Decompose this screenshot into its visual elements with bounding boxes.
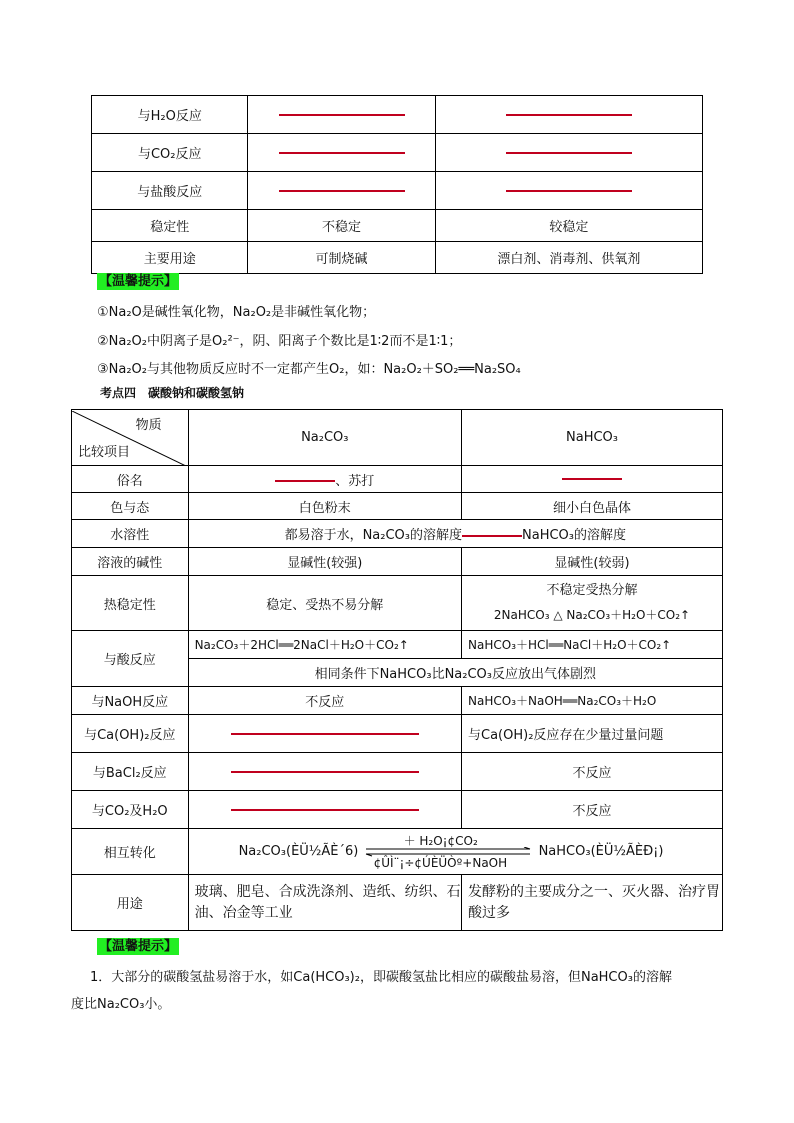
cell-nahco3: 不反应 <box>462 791 723 829</box>
header-substance: 物质 <box>135 417 162 433</box>
table-row <box>92 210 703 242</box>
table-row <box>72 687 723 715</box>
header-na2co3: Na₂CO₃ <box>188 410 461 466</box>
cell-nahco3: NaHCO₃＋NaOH══Na₂CO₃＋H₂O <box>462 687 723 715</box>
conversion-reverse-condition: ¢ÛÌ¨¡÷¢ÚÈÜÒº+NaOH <box>373 855 508 870</box>
row-label: 主要用途 <box>92 242 248 274</box>
common-name-suffix: 、苏打 <box>335 473 375 489</box>
row-label: 溶液的碱性 <box>72 548 189 576</box>
cell-nahco3: 不反应 <box>462 753 723 791</box>
row-label: 与酸反应 <box>72 631 189 687</box>
answer-blank[interactable] <box>506 152 632 154</box>
tip-title: 【温馨提示】 <box>99 939 178 954</box>
tip-title: 【温馨提示】 <box>99 274 178 289</box>
table-row <box>72 576 723 631</box>
cell-na2co3: 玻璃、肥皂、合成洗涤剂、造纸、纺织、石油、冶金等工业 <box>188 875 461 931</box>
cell-na2co3: 稳定、受热不易分解 <box>188 576 461 631</box>
table-row <box>92 134 703 172</box>
table-row <box>72 466 723 493</box>
carbonate-comparison-table <box>71 409 723 931</box>
solubility-text-post: NaHCO₃的溶解度 <box>522 528 626 543</box>
cell-na2o: 不稳定 <box>248 210 435 242</box>
row-label: 热稳定性 <box>72 576 189 631</box>
table-row <box>72 715 723 753</box>
answer-blank[interactable] <box>231 733 419 735</box>
table-header-row <box>72 410 723 466</box>
cell-na2o: 可制烧碱 <box>248 242 435 274</box>
conversion-forward-condition: ＋ H₂O¡¢CO₂ <box>403 833 478 848</box>
table-row <box>72 875 723 931</box>
row-label: 与Ca(OH)₂反应 <box>72 715 189 753</box>
row-label: 与H₂O反应 <box>92 96 248 134</box>
row-label: 用途 <box>72 875 189 931</box>
section-title: 考点四 碳酸钠和碳酸氢钠 <box>100 386 245 400</box>
header-compare-item: 比较项目 <box>78 444 131 460</box>
row-label: 稳定性 <box>92 210 248 242</box>
answer-blank[interactable] <box>506 114 632 116</box>
cell-nahco3: 显碱性(较弱) <box>462 548 723 576</box>
conversion-left: Na₂CO₃(ÈÜ½ÃÈ´6) <box>238 843 359 859</box>
tip-line: 1．大部分的碳酸氢盐易溶于水，如Ca(HCO₃)₂，即碳酸氢盐比相应的碳酸盐易溶，但NaHCO₃的溶解 <box>90 970 672 985</box>
answer-blank[interactable] <box>275 480 335 482</box>
answer-blank[interactable] <box>462 535 522 537</box>
tip-line: ②Na₂O₂中阴离子是O₂²⁻，阴、阳离子个数比是1∶2而不是1∶1； <box>97 334 462 349</box>
table-row <box>72 548 723 576</box>
row-label: 与盐酸反应 <box>92 172 248 210</box>
conversion-right: NaHCO₃(ÈÜ½ÃÈÐ¡) <box>538 843 664 859</box>
cell-nahco3: 与Ca(OH)₂反应存在少量过量问题 <box>462 715 723 753</box>
row-label: 色与态 <box>72 493 189 520</box>
table-row <box>72 753 723 791</box>
row-label: 水溶性 <box>72 520 189 548</box>
cell-na2co3: 白色粉末 <box>188 493 461 520</box>
answer-blank[interactable] <box>231 809 419 811</box>
table-row <box>72 829 723 875</box>
tip-line: ③Na₂O₂与其他物质反应时不一定都产生O₂，如：Na₂O₂＋SO₂══Na₂SO₄ <box>97 362 521 377</box>
table-row <box>92 242 703 274</box>
cell-nahco3: 细小白色晶体 <box>462 493 723 520</box>
cell-na2co3: 不反应 <box>188 687 461 715</box>
table-row <box>72 631 723 659</box>
interconversion-diagram <box>189 830 722 874</box>
row-label: 相互转化 <box>72 829 189 875</box>
table-row <box>72 520 723 548</box>
row-label: 与NaOH反应 <box>72 687 189 715</box>
table-row <box>92 172 703 210</box>
cell-na2o2: 较稳定 <box>435 210 702 242</box>
answer-blank[interactable] <box>279 152 405 154</box>
cell-nahco3: NaHCO₃＋HCl══NaCl＋H₂O＋CO₂↑ <box>462 631 723 659</box>
diagonal-header-cell <box>72 411 188 465</box>
cell-na2co3: Na₂CO₃＋2HCl══2NaCl＋H₂O＋CO₂↑ <box>188 631 461 659</box>
row-label: 俗名 <box>72 466 189 493</box>
answer-blank[interactable] <box>279 114 405 116</box>
cell-na2co3: 显碱性(较强) <box>188 548 461 576</box>
row-label: 与CO₂反应 <box>92 134 248 172</box>
table-row <box>72 493 723 520</box>
oxide-comparison-table <box>91 95 703 274</box>
tip-line: 度比Na₂CO₃小。 <box>71 997 171 1012</box>
answer-blank[interactable] <box>231 771 419 773</box>
answer-blank[interactable] <box>562 478 622 480</box>
decomposition-equation: 2NaHCO₃ △ Na₂CO₃＋H₂O＋CO₂↑ <box>493 608 691 622</box>
solubility-text-pre: 都易溶于水，Na₂CO₃的溶解度 <box>284 528 462 543</box>
row-label: 与BaCl₂反应 <box>72 753 189 791</box>
header-nahco3: NaHCO₃ <box>462 410 723 466</box>
tip-line: ①Na₂O是碱性氧化物，Na₂O₂是非碱性氧化物； <box>97 305 376 320</box>
answer-blank[interactable] <box>506 190 632 192</box>
decomposition-note: 不稳定受热分解 <box>546 583 638 598</box>
cell-nahco3: 发酵粉的主要成分之一、灭火器、治疗胃酸过多 <box>462 875 723 931</box>
table-row <box>92 96 703 134</box>
table-row <box>72 791 723 829</box>
answer-blank[interactable] <box>279 190 405 192</box>
cell-na2o2: 漂白剂、消毒剂、供氧剂 <box>435 242 702 274</box>
acid-reaction-comparison: 相同条件下NaHCO₃比Na₂CO₃反应放出气体剧烈 <box>188 659 722 687</box>
row-label: 与CO₂及H₂O <box>72 791 189 829</box>
